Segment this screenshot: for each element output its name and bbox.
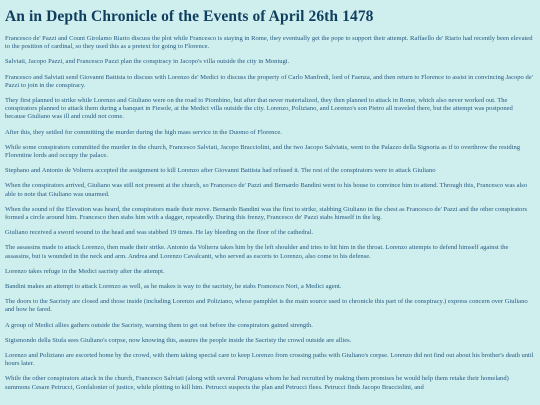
paragraph-15: A group of Medici allies gathers outside the Sacristy, warning them to get out before the conspirators gained strength. xyxy=(5,321,313,329)
paragraph-18: While the other conspirators attack in the church, Francesco Salviati (along with several Perugians whom he had recruited by making them promises he would help them retake their homeland) summons Cesare Petrucci, Gonfalonier of justice, while plotting to kill him. Petrucci suspects the plan and Petrucci flees. Petrucci finds Jacopo Bracciolini, and xyxy=(5,375,509,391)
paragraph-12: Lorenzo takes refuge in the Medici sacristy after the attempt. xyxy=(5,267,165,275)
paragraph-17: Lorenzo and Poliziano are escorted home by the crowd, with them taking special care to keep Lorenzo from crossing paths with Giuliano's corpse. Lorenzo did not find out about his brother's death until hours later. xyxy=(5,352,534,368)
chronicle-body xyxy=(5,35,534,392)
paragraph-4: They first planned to strike while Lorenzo and Giuliano were on the road to Piombino, but after that never materialized, they then planned to attack in Rome, which also never worked out. The conspirators planned to attack them during a banquet in Fiesole, at the Medici villa outside the city. Lorenzo, Poliziano, and Lorenzo's son Pietro all traveled there, but the attempt was postponed because Giuliano was ill and could not come. xyxy=(5,97,513,121)
paragraph-11: The assassins made to attack Lorenzo, then made their strike. Antonio da Volterra takes him by the left shoulder and tries to hit him in the throat. Lorenzo attempts to defend himself against the assassins, but is wounded in the neck and arm. Andrea and Lorenzo Cavalcanti, who served as escorts to Lorenzo, also come to his defense. xyxy=(5,244,509,260)
paragraph-14: The doors to the Sacristy are closed and those inside (including Lorenzo and Poliziano, whose pamphlet is the main source used to chronicle this part of the conspiracy.) express concern over Giuliano and how he fared. xyxy=(5,298,528,314)
paragraph-13: Bandini makes an attempt to attack Lorenzo as well, as he makes is way to the sacristy, he stabs Francesco Nori, a Medici agent. xyxy=(5,283,342,291)
paragraph-16: Sigismondo della Stufa sees Giuliano's corpse, now knowing this, assures the people inside the Sacristy the crowd outside are allies. xyxy=(5,336,352,344)
paragraph-10: Giuliano received a sword wound to the head and was stabbed 19 times. He lay bleeding on the floor of the cathedral. xyxy=(5,229,314,237)
paragraph-6: While some conspirators committed the murder in the church, Francesco Salviati, Jacopo Bracciolini, and the two Jacopo Salviatis, went to the Palazzo della Signoria as if to overthrow the residing Florentine lords and occupy the palace. xyxy=(5,143,521,160)
page-title: An in Depth Chronicle of the Events of April 26th 1478 xyxy=(5,8,374,25)
paragraph-7: Stephano and Antonio de Volterra accepted the assignment to kill Lorenzo after Giovanni Battista had refused it. The rest of the conspirators were to attack Giuliano xyxy=(5,167,436,175)
paragraph-3: Francesco and Salviati send Giovanni Battista to discuss with Lorenzo de' Medici to discuss the property of Carlo Manfredi, lord of Faenza, and then return to Florence to assist in convincing Jacopo de' Pazzi to join in the conspiracy. xyxy=(5,73,533,89)
paragraph-5: After this, they settled for committing the murder during the high mass service in the Duomo of Florence. xyxy=(5,128,282,136)
paragraph-8: When the conspirators arrived, Giuliano was still not present at the church, so Francesco de' Pazzi and Bernardo Bandini went to his house to convince him to attend. Through this, Francesco was also able to note that Giuliano was unarmed. xyxy=(5,182,528,198)
paragraph-1: Francesco de' Pazzi and Count Girolamo Riario discuss the plot while Francesco is staying in Rome, they eventually get the pope to support their attempt. Raffaello de' Riario had recently been elevated to the position of cardinal, so they used this as a pretext for going to Florence. xyxy=(5,35,533,51)
paragraph-2: Salviati, Jacopo Pazzi, and Francesco Pazzi plan the conspiracy in Jacopo's villa outside the city in Montugi. xyxy=(5,58,290,66)
paragraph-9: When the sound of the Elevation was heard, the conspirators made their move. Bernardo Bandini was the first to strike, stabbing Giuliano in the chest as Francesco de' Pazzi and the other conspirators formed a circle around him. Francesco then stabs him with a dagger, repeatedly. During this frenzy, Francesco de' Pazzi stabs himself in the leg. xyxy=(5,205,528,222)
